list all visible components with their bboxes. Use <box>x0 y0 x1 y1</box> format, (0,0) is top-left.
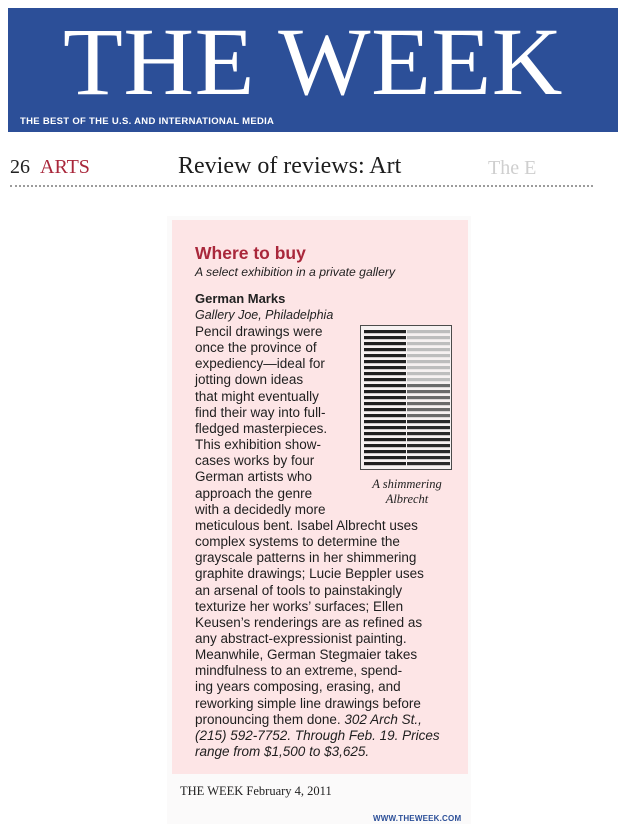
body-text-plain: pronouncing them done. <box>195 711 345 727</box>
body-line: reworking simple line drawings before <box>195 695 421 711</box>
body-line: complex systems to determine the <box>195 534 400 550</box>
body-line: fledged masterpieces. <box>195 420 328 436</box>
body-line: once the province of <box>195 340 317 356</box>
page-title: Review of reviews: Art <box>178 153 402 179</box>
body-line: any abstract-expressionist painting. <box>195 630 407 646</box>
body-line: an arsenal of tools to painstakingly <box>195 582 403 598</box>
masthead-tagline: THE BEST OF THE U.S. AND INTERNATIONAL MEDIA <box>20 116 275 127</box>
body-line: jotting down ideas <box>195 372 304 388</box>
body-line <box>195 712 459 728</box>
review-body <box>195 324 459 760</box>
box-subheading: A select exhibition in a private gallery <box>195 265 396 279</box>
details-text: (215) 592-7752. Through Feb. 19. Prices <box>195 727 440 743</box>
body-line: This exhibition show- <box>195 437 322 453</box>
details-text: range from $1,500 to $3,625. <box>195 744 370 760</box>
exhibition-title: German Marks <box>195 291 286 306</box>
body-line: mindfulness to an extreme, spend- <box>195 663 403 679</box>
bleed-through-text: The E <box>488 157 537 179</box>
body-line: Meanwhile, German Stegmaier takes <box>195 647 418 663</box>
body-line: approach the genre <box>195 485 313 501</box>
box-heading: Where to buy <box>195 243 306 263</box>
body-line: graphite drawings; Lucie Beppler uses <box>195 566 424 582</box>
section-divider <box>10 185 593 187</box>
body-line: Keusen’s renderings are as refined as <box>195 614 423 630</box>
body-line: that might eventually <box>195 388 319 404</box>
body-line: with a decidedly more <box>195 501 326 517</box>
body-line <box>195 728 459 744</box>
body-line: meticulous bent. Isabel Albrecht uses <box>195 517 418 533</box>
masthead-banner <box>8 8 618 132</box>
body-line <box>195 744 459 760</box>
where-to-buy-box <box>172 220 468 774</box>
caption-line: Albrecht <box>385 492 429 506</box>
exhibition-venue: Gallery Joe, Philadelphia <box>195 308 334 322</box>
website-url: WWW.THEWEEK.COM <box>373 814 462 823</box>
body-line: find their way into full- <box>195 404 326 420</box>
address-text: 302 Arch St., <box>344 711 422 727</box>
body-line: German artists who <box>195 469 313 485</box>
masthead-title: THE WEEK <box>63 8 563 115</box>
body-line: cases works by four <box>195 453 315 469</box>
clipping <box>167 216 471 824</box>
issue-credit: THE WEEK February 4, 2011 <box>180 784 332 798</box>
body-line: expediency—ideal for <box>195 356 325 372</box>
body-line: texturize her works’ surfaces; Ellen <box>195 598 404 614</box>
page-number: 26 <box>10 156 30 178</box>
section-name: ARTS <box>40 156 90 178</box>
body-line: Pencil drawings were <box>195 324 323 339</box>
section-header <box>10 150 590 182</box>
body-line: grayscale patterns in her shimmering <box>195 550 417 566</box>
caption-line: A shimmering <box>372 477 442 491</box>
body-line: ing years composing, erasing, and <box>195 679 401 695</box>
